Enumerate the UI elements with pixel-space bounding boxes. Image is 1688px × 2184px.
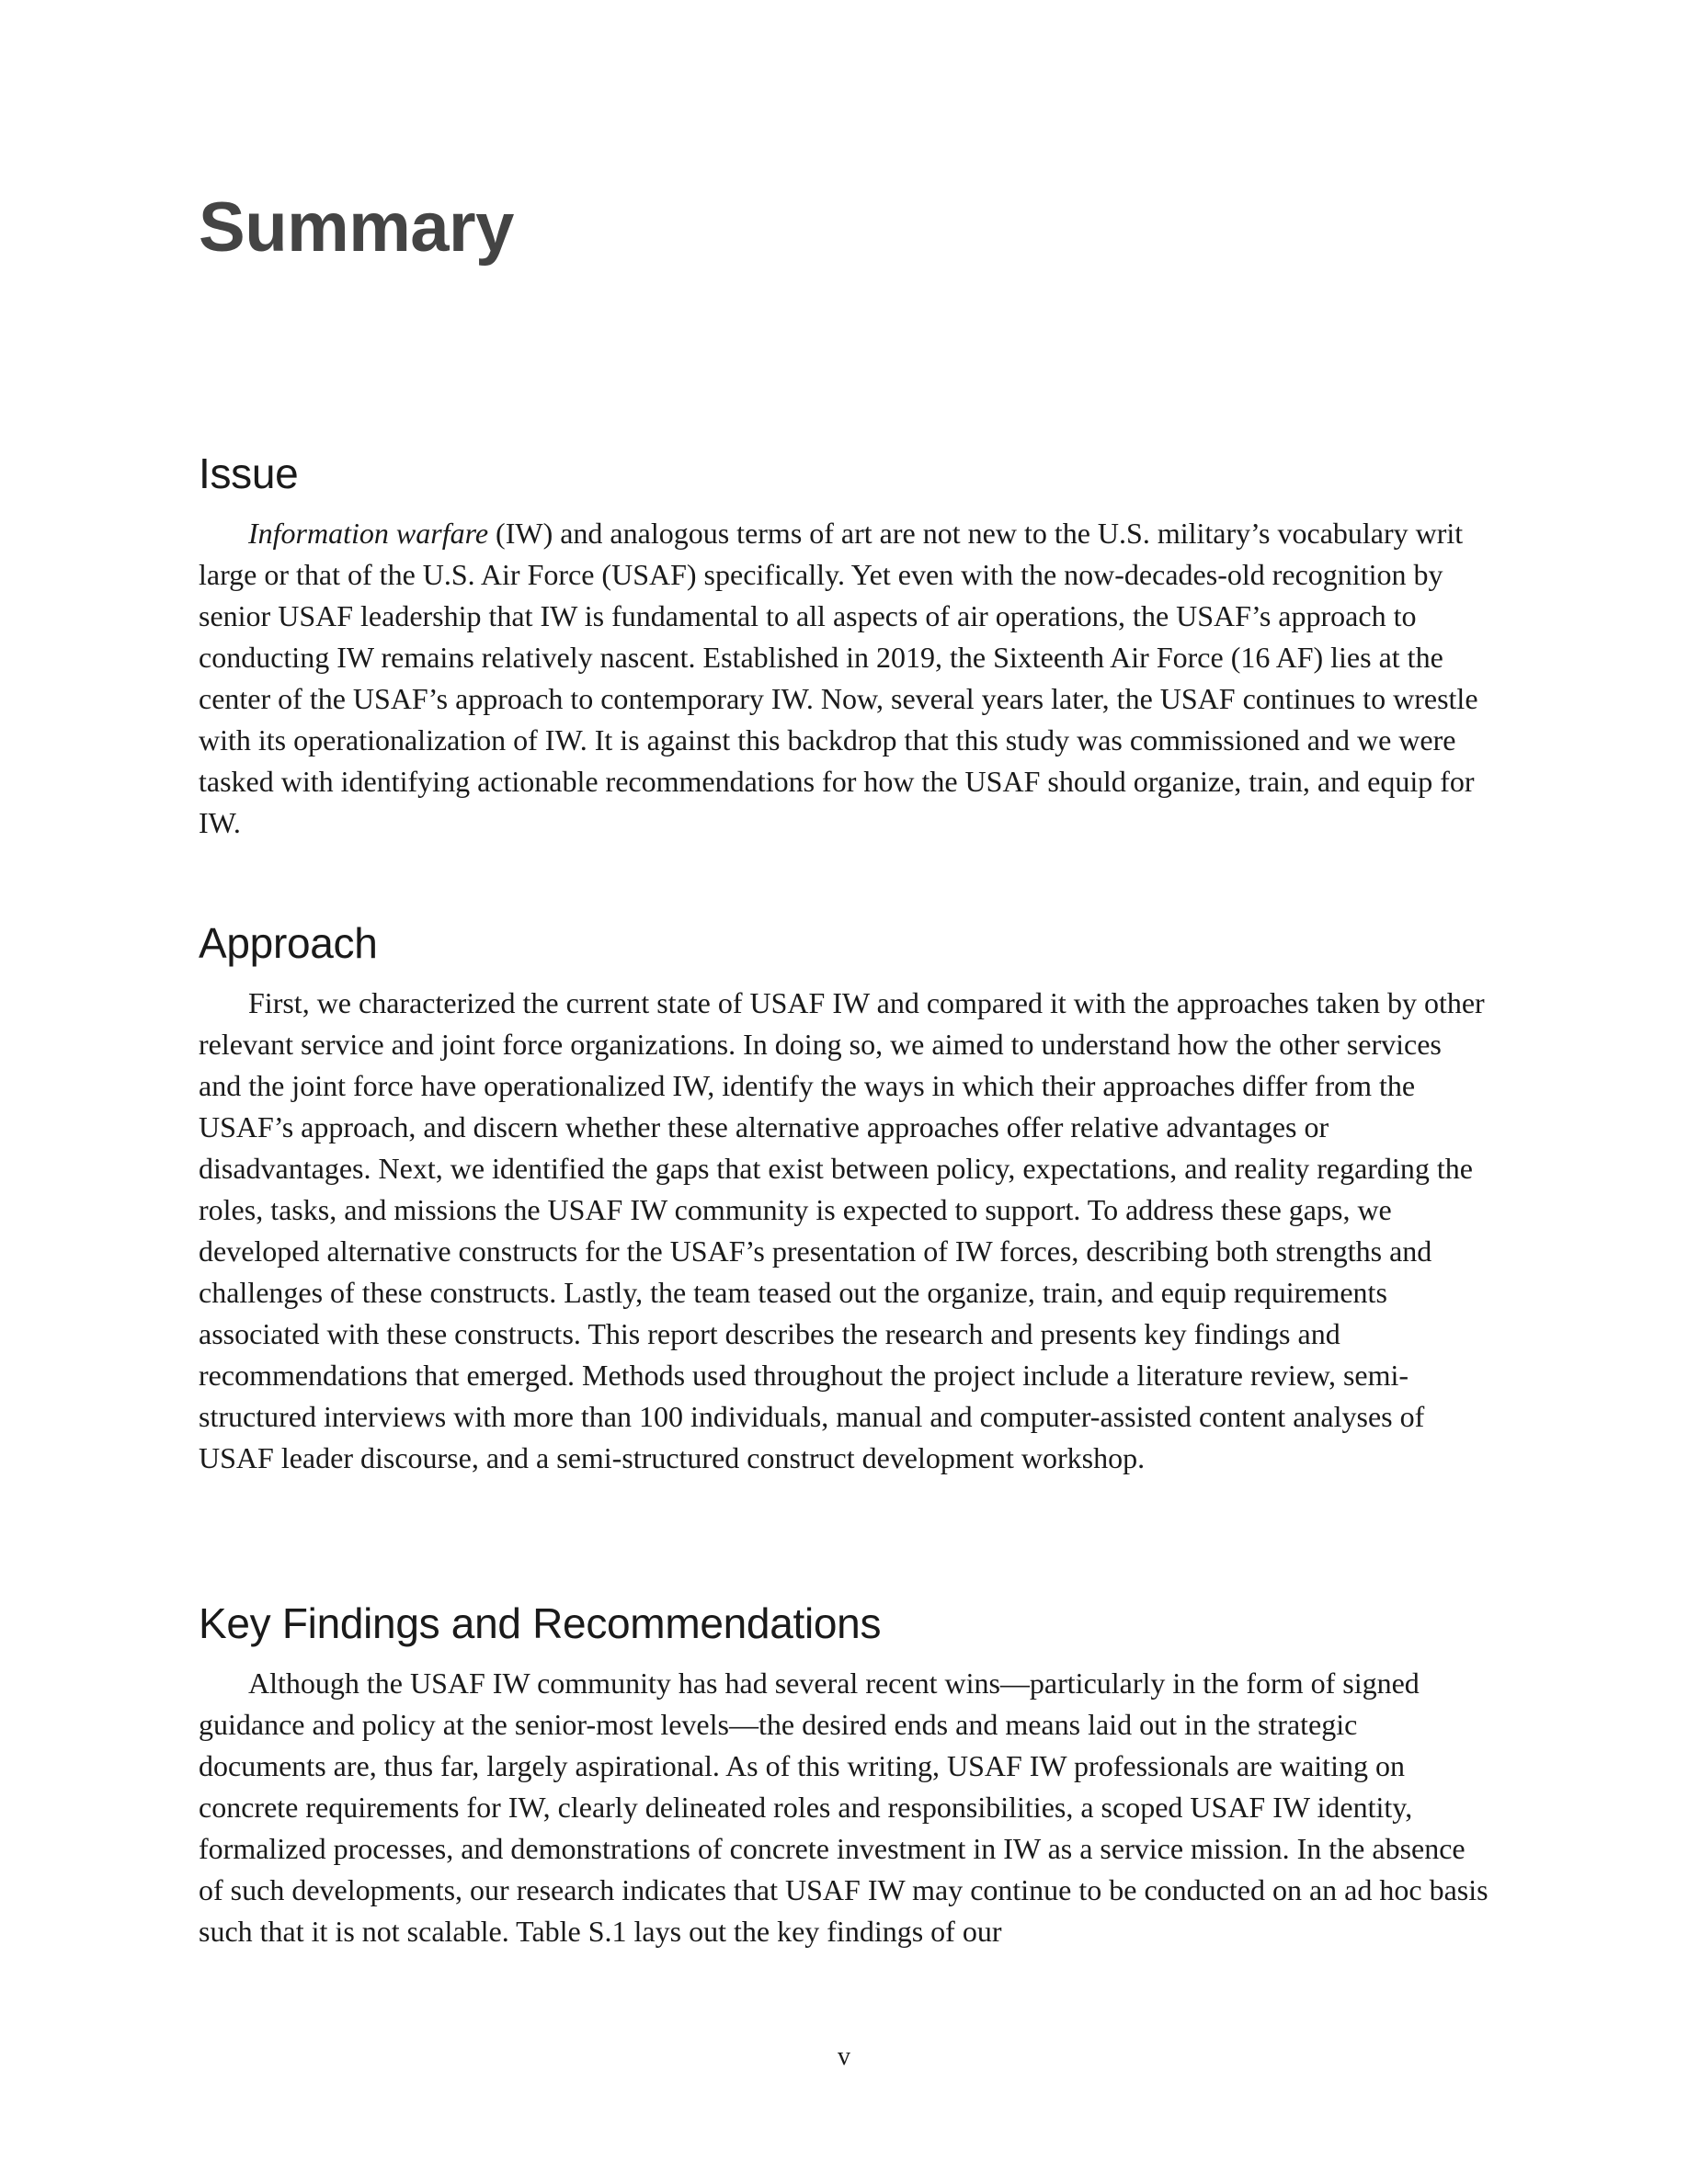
page-title: Summary bbox=[199, 188, 514, 267]
paragraph-issue-text: (IW) and analogous terms of art are not new to the U.S. military’s vocabulary writ large or that of the U.S. Air Force (USAF) specifically. Yet even with the now-decades-old recognition by senior USAF leadership that IW is fundamental to all aspects of air operations, the USAF’s approach to conducting IW remains relatively nascent. Established in 2019, the Sixteenth Air Force (16 AF) lies at the center of the USAF’s approach to contemporary IW. Now, several years later, the USAF continues to wrestle with its operationalization of IW. It is against this backdrop that this study was commissioned and we were tasked with identifying actionable recommendations for how the USAF should organize, train, and equip for IW. bbox=[199, 517, 1478, 839]
paragraph-issue bbox=[199, 513, 1489, 844]
section-approach bbox=[199, 919, 1489, 1479]
paragraph-key-findings: Although the USAF IW community has had several recent wins—particularly in the form of signed guidance and policy at the senior-most levels—the desired ends and means laid out in the strategic documents are, thus far, largely aspirational. As of this writing, USAF IW professionals are waiting on concrete requirements for IW, clearly delineated roles and responsibilities, a scoped USAF IW identity, formalized processes, and demonstrations of concrete investment in IW as a service mission. In the absence of such developments, our research indicates that USAF IW may continue to be conducted on an ad hoc basis such that it is not scalable. Table S.1 lays out the key findings of our bbox=[199, 1666, 1488, 1948]
section-heading-key-findings: Key Findings and Recommendations bbox=[199, 1599, 882, 1647]
document-page bbox=[199, 0, 1489, 2184]
section-key-findings bbox=[199, 1599, 1489, 1952]
page-number: v bbox=[838, 2042, 850, 2071]
paragraph-approach: First, we characterized the current state of USAF IW and compared it with the approaches taken by other relevant service and joint force organizations. In doing so, we aimed to understand how the other services and the joint force have operationalized IW, identify the ways in which their approaches differ from the USAF’s approach, and discern whether these alternative approaches offer relative advantages or disadvantages. Next, we identified the gaps that exist between policy, expectations, and reality regarding the roles, tasks, and missions the USAF IW community is expected to support. To address these gaps, we developed alternative constructs for the USAF’s presentation of IW forces, describing both strengths and challenges of these constructs. Lastly, the team teased out the organize, train, and equip requirements associated with these constructs. This report describes the research and presents key findings and recommendations that emerged. Methods used throughout the project include a literature review, semi-structured interviews with more than 100 individuals, manual and computer-assisted content analyses of USAF leader discourse, and a semi-structured construct development workshop. bbox=[199, 986, 1485, 1474]
section-issue bbox=[199, 449, 1489, 844]
section-heading-issue: Issue bbox=[199, 449, 299, 497]
term-information-warfare: Information warfare bbox=[248, 517, 489, 550]
section-heading-approach: Approach bbox=[199, 919, 378, 967]
